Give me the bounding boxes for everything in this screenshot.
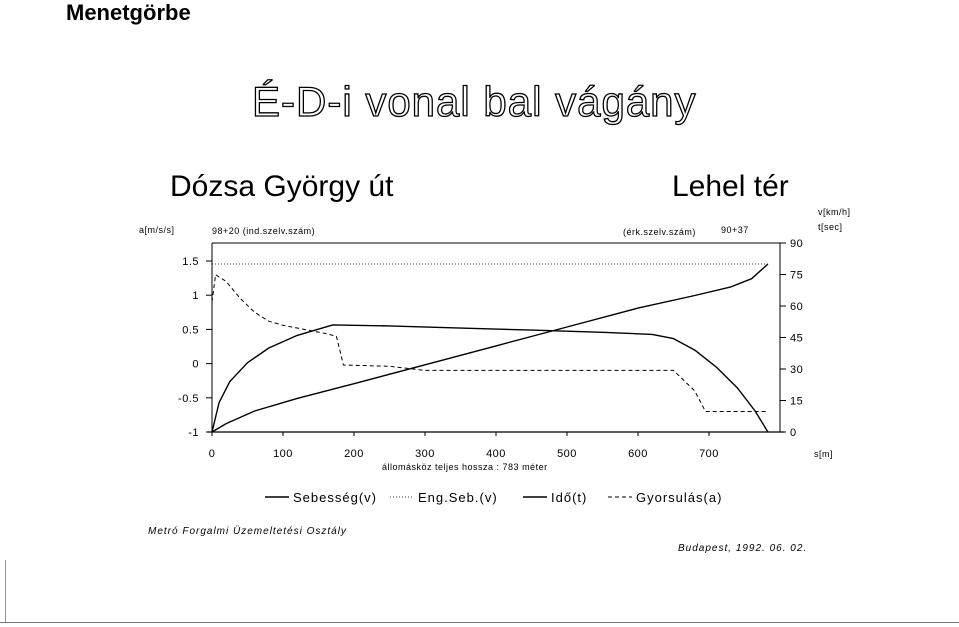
end-chainage-value: 90+37 <box>721 225 749 235</box>
legend-label: Gyorsulás(a) <box>636 490 723 505</box>
right-y-tick-label: 90 <box>790 238 804 250</box>
right-y-tick-label: 0 <box>790 427 797 439</box>
start-chainage: 98+20 (ind.szelv.szám) <box>212 226 316 236</box>
left-y-tick-label: 1.5 <box>182 256 199 268</box>
page-left-edge <box>5 560 6 622</box>
right-axis-label-speed: v[km/h] <box>818 207 851 217</box>
x-tick-label: 500 <box>557 448 577 460</box>
left-y-tick-label: 0.5 <box>182 324 199 337</box>
arrival-station: Lehel tér <box>672 170 789 203</box>
series-line-4 <box>212 275 768 412</box>
right-y-tick-label: 15 <box>790 395 804 408</box>
series-line-3 <box>212 264 768 432</box>
x-tick-label: 100 <box>273 448 293 460</box>
left-y-tick-label: 0 <box>192 358 199 371</box>
x-axis-label: s[m] <box>814 449 833 459</box>
right-axis-label-time: t[sec] <box>818 222 843 232</box>
series-line-1 <box>212 325 768 432</box>
left-axis-label: a[m/s/s] <box>139 225 175 235</box>
right-y-tick-label: 75 <box>790 269 804 282</box>
x-tick-label: 400 <box>486 448 506 460</box>
right-y-tick-label: 60 <box>790 301 804 313</box>
page-bottom-rule <box>0 622 959 623</box>
slide-title: Menetgörbe <box>66 0 191 25</box>
left-y-tick-label: -1 <box>188 427 199 439</box>
legend-label: Eng.Seb.(v) <box>418 490 498 505</box>
right-y-tick-label: 45 <box>790 332 804 345</box>
left-y-tick-label: 1 <box>192 290 199 303</box>
departure-station: Dózsa György út <box>170 170 394 203</box>
x-tick-label: 0 <box>208 448 216 460</box>
right-y-tick-label: 30 <box>790 364 804 376</box>
footer-date: Budapest, 1992. 06. 02. <box>678 543 808 554</box>
x-tick-label: 700 <box>699 448 719 460</box>
x-tick-label: 300 <box>415 448 435 460</box>
x-axis-caption: állomásköz teljes hossza : 783 méter <box>382 462 548 472</box>
x-tick-label: 600 <box>628 448 648 460</box>
legend-label: Sebesség(v) <box>293 490 377 505</box>
main-title: É-D-i vonal bal vágány <box>252 78 697 125</box>
x-tick-label: 200 <box>344 448 364 460</box>
left-y-tick-label: -0.5 <box>178 392 199 405</box>
footer-department: Metró Forgalmi Üzemeltetési Osztály <box>148 526 347 537</box>
end-chainage-label: (érk.szelv.szám) <box>623 227 696 237</box>
legend-label: Idő(t) <box>551 490 588 505</box>
